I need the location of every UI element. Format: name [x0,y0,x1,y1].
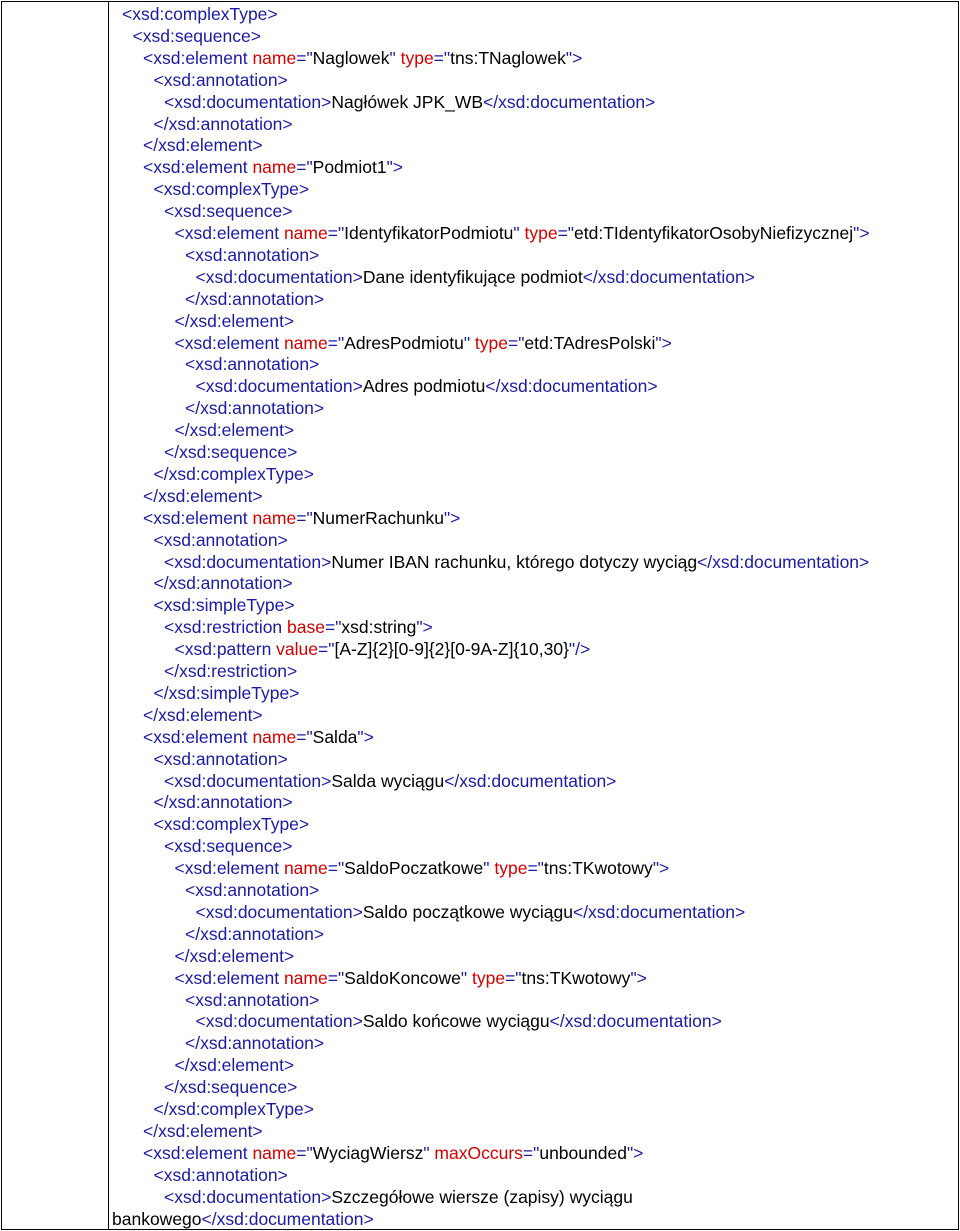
xml-tag-token: " [483,858,495,879]
xml-tag-token: </xsd:sequence> [164,442,298,462]
code-line [164,441,297,463]
xml-tag-token: " [423,1142,435,1163]
xml-tag-token: <xsd:documentation> [195,266,363,287]
code-line [175,945,295,967]
xml-tag-token: <xsd:documentation> [164,1186,332,1207]
xml-tag-token: <xsd:annotation> [153,529,288,550]
code-line [143,156,403,178]
xml-tag-token: </xsd:element> [174,945,295,966]
xml-tag-token: </xsd:documentation> [483,91,656,112]
xml-tag-token: <xsd:element [143,726,253,747]
xml-attribute-name: name [283,858,328,879]
xml-tag-token: =" [318,639,335,660]
xml-tag-token: </xsd:annotation> [153,792,293,813]
code-line [164,835,292,857]
xml-tag-token: </xsd:element> [174,1055,295,1076]
code-line [196,901,746,923]
code-line [185,989,319,1011]
code-line [154,748,288,770]
xml-attribute-value: AdresPodmiotu [344,332,464,353]
xml-tag-token: "> [416,617,433,638]
code-line [175,857,670,879]
xml-tag-token: =" [296,1142,313,1163]
xml-tag-token: </xsd:documentation> [572,901,746,922]
xml-tag-token: </xsd:documentation> [201,1208,374,1229]
xml-tag-token: "> [386,157,404,178]
code-line [143,485,263,507]
xml-attribute-name: type [471,967,506,988]
xml-attribute-name: value [276,639,319,660]
xml-tag-token: =" [296,726,313,747]
xml-tag-token: <xsd:documentation> [195,1011,363,1032]
xml-attribute-name: type [494,858,528,879]
xml-attribute-value: etd:TAdresPolski [524,332,656,353]
code-line [154,682,300,704]
xml-tag-token: </xsd:element> [143,485,263,506]
xml-attribute-name: name [252,507,297,528]
code-line [154,594,295,616]
xml-tag-token: </xsd:documentation> [582,266,755,287]
xml-attribute-value: SaldoKoncowe [344,967,461,988]
xml-tag-token: =" [296,47,313,68]
xml-attribute-value: Podmiot1 [312,157,387,178]
xml-attribute-name: name [252,157,297,178]
xml-tag-token: =" [522,1142,540,1163]
code-line [164,660,297,682]
code-line [185,288,324,310]
xml-tag-token: </xsd:restriction> [164,661,298,681]
xml-tag-token: </xsd:documentation> [549,1011,722,1032]
xml-tag-token: </xsd:annotation> [185,923,325,944]
code-line [164,616,433,638]
xml-tag-token: <xsd:annotation> [185,354,320,375]
xml-tag-token: " [513,223,525,243]
xml-tag-token: =" [296,157,313,178]
xml-tag-token: "> [655,332,672,353]
xml-attribute-name: name [283,332,328,353]
xml-attribute-name: type [474,332,508,353]
xml-tag-token: "> [630,967,647,988]
code-line [143,1120,263,1142]
code-line [196,375,658,397]
xml-tag-token: =" [327,858,345,879]
xml-tag-token: </xsd:annotation> [153,113,293,134]
xml-attribute-value: unbounded [539,1142,627,1163]
xml-tag-token: =" [433,47,451,68]
xml-tag-token: <xsd:annotation> [153,69,288,90]
xml-tag-token: </xsd:element> [143,704,263,725]
xml-tag-token: <xsd:element [174,332,284,353]
xml-tag-token: <xsd:complexType> [122,4,278,24]
xml-attribute-value: Naglowek [312,47,390,68]
xml-tag-token: <xsd:annotation> [185,880,320,900]
xml-tag-token: </xsd:complexType> [153,463,314,484]
code-line [154,1098,315,1120]
code-line [154,813,310,835]
xml-tag-token: <xsd:documentation> [164,91,332,112]
xml-tag-token: "> [652,858,670,879]
code-line [175,332,672,354]
code-line [143,47,582,69]
xml-attribute-name: name [252,1142,297,1163]
code-line [164,1076,297,1098]
code-line [154,178,310,200]
xml-text-content: bankowego [112,1208,202,1229]
code-line [154,69,288,91]
xml-attribute-value: WyciagWiersz [312,1142,424,1163]
code-line [154,1164,288,1186]
xml-tag-token: <xsd:annotation> [185,989,320,1010]
xml-tag-token: "> [443,507,461,528]
xml-tag-token: <xsd:element [174,967,284,988]
xml-tag-token: </xsd:annotation> [185,398,325,419]
xml-tag-token: <xsd:simpleType> [153,595,295,616]
xml-attribute-value: SaldoPoczatkowe [344,858,484,879]
xml-text-content: Saldo końcowe wyciągu [362,1011,550,1032]
xml-attribute-value: Salda [312,726,358,747]
code-line [175,638,591,660]
xml-tag-token: =" [324,617,342,638]
xml-attribute-value: tns:TKwotowy [543,858,653,879]
code-line [143,704,263,726]
table-column-divider [108,1,109,1230]
xml-tag-token: <xsd:annotation> [185,244,320,265]
xml-tag-token: " [460,967,472,988]
xml-tag-token: "> [853,223,870,243]
code-line [143,1142,643,1164]
xml-tag-token: " [463,332,475,353]
xml-attribute-value: xsd:string [341,617,417,638]
xml-attribute-name: name [252,47,297,68]
code-line [175,967,647,989]
xml-text-content: Dane identyfikujące podmiot [362,266,583,287]
xml-attribute-name: name [283,967,328,988]
code-line [164,91,655,113]
xml-attribute-value: [A-Z]{2}[0-9]{2}[0-9A-Z]{10,30} [334,639,569,660]
code-line [196,266,755,288]
xml-tag-token: <xsd:documentation> [195,376,363,397]
code-line [164,1186,633,1208]
xml-tag-token: </xsd:annotation> [185,1033,325,1054]
xml-tag-token: =" [327,223,345,243]
xml-tag-token: </xsd:element> [174,420,295,441]
xml-text-content: Salda wyciągu [331,770,445,791]
xml-text-content: Nagłówek JPK_WB [331,91,484,112]
code-line [185,879,319,901]
xml-tag-token: =" [557,223,575,243]
code-line [133,25,261,47]
xml-tag-token: "> [357,726,374,747]
code-line [143,726,374,748]
xml-attribute-value: etd:TIdentyfikatorOsobyNiefizycznej [574,223,854,243]
xml-attribute-name: type [524,223,558,243]
code-line [185,397,324,419]
xml-tag-token: =" [327,967,345,988]
xml-attribute-value: IdentyfikatorPodmiotu [344,223,514,243]
xml-text-content: Numer IBAN rachunku, którego dotyczy wyciąg [331,551,698,572]
xml-tag-token: =" [505,967,522,988]
xml-tag-token: <xsd:sequence> [164,836,293,857]
code-line [185,244,319,266]
xml-attribute-name: base [287,617,325,638]
xml-tag-token: "> [565,47,583,68]
xml-tag-token: </xsd:simpleType> [153,682,300,703]
xml-tag-token: <xsd:documentation> [195,901,363,922]
code-line [185,923,324,945]
xml-tag-token: <xsd:pattern [174,639,277,660]
xml-tag-token: </xsd:element> [174,310,295,331]
xml-tag-token: <xsd:element [143,1142,253,1163]
xml-tag-token: =" [507,332,525,353]
xml-tag-token: <xsd:documentation> [164,551,332,572]
xml-tag-token: "> [626,1142,644,1163]
xml-tag-token: <xsd:restriction [164,617,288,638]
code-line [154,572,293,594]
xml-tag-token: </xsd:documentation> [485,376,658,397]
code-line [112,1208,374,1230]
xml-attribute-name: type [400,47,434,68]
xml-tag-token: <xsd:documentation> [164,770,332,791]
code-line [154,463,315,485]
xml-tag-token: " [389,47,401,68]
code-line [164,200,292,222]
code-line [154,791,293,813]
code-line [143,507,460,529]
xml-text-content: Saldo początkowe wyciągu [362,901,573,922]
code-line [185,353,319,375]
code-line [175,419,295,441]
xml-attribute-value: NumerRachunku [312,507,444,528]
xml-tag-token: <xsd:element [143,507,253,528]
xml-tag-token: </xsd:complexType> [153,1099,314,1119]
code-line [154,529,288,551]
xml-tag-token: </xsd:sequence> [164,1077,298,1098]
xml-attribute-value: tns:TKwotowy [521,967,631,988]
code-line [175,1054,295,1076]
xml-attribute-name: maxOccurs [434,1142,523,1163]
code-line [175,222,870,244]
document-table-frame [1,1,959,1230]
xml-text-content: Szczegółowe wiersze (zapisy) wyciągu [331,1186,633,1207]
xml-tag-token: "/> [568,639,591,660]
xml-tag-token: <xsd:complexType> [153,814,310,835]
xml-tag-token: <xsd:complexType> [153,179,310,200]
xml-tag-token: <xsd:element [143,47,253,68]
xml-tag-token: =" [327,332,345,353]
code-line [175,310,295,332]
xml-tag-token: <xsd:element [143,157,253,178]
xml-tag-token: <xsd:element [174,858,284,879]
code-line [185,1032,324,1054]
code-line [164,770,616,792]
xml-tag-token: </xsd:annotation> [185,288,325,309]
xml-text-content: Adres podmiotu [362,376,486,397]
xml-tag-token: <xsd:annotation> [153,1164,288,1185]
xml-tag-token: </xsd:annotation> [153,573,293,594]
code-line [143,134,263,156]
code-line [164,551,869,573]
xml-tag-token: </xsd:documentation> [697,551,870,572]
xml-tag-token: =" [296,507,313,528]
code-line [196,1010,722,1032]
xml-tag-token: </xsd:element> [143,1120,263,1141]
xml-tag-token: </xsd:documentation> [444,770,617,791]
xml-tag-token: <xsd:element [174,223,284,243]
xml-tag-token: <xsd:annotation> [153,748,288,769]
xml-tag-token: </xsd:element> [143,135,263,156]
code-line [154,113,293,135]
xml-tag-token: <xsd:sequence> [164,201,293,222]
xml-attribute-name: name [252,726,297,747]
xml-tag-token: <xsd:sequence> [132,25,261,46]
xml-attribute-name: name [283,223,328,243]
code-line [122,3,278,25]
xml-tag-token: =" [527,858,544,879]
xml-attribute-value: tns:TNaglowek [450,47,566,68]
